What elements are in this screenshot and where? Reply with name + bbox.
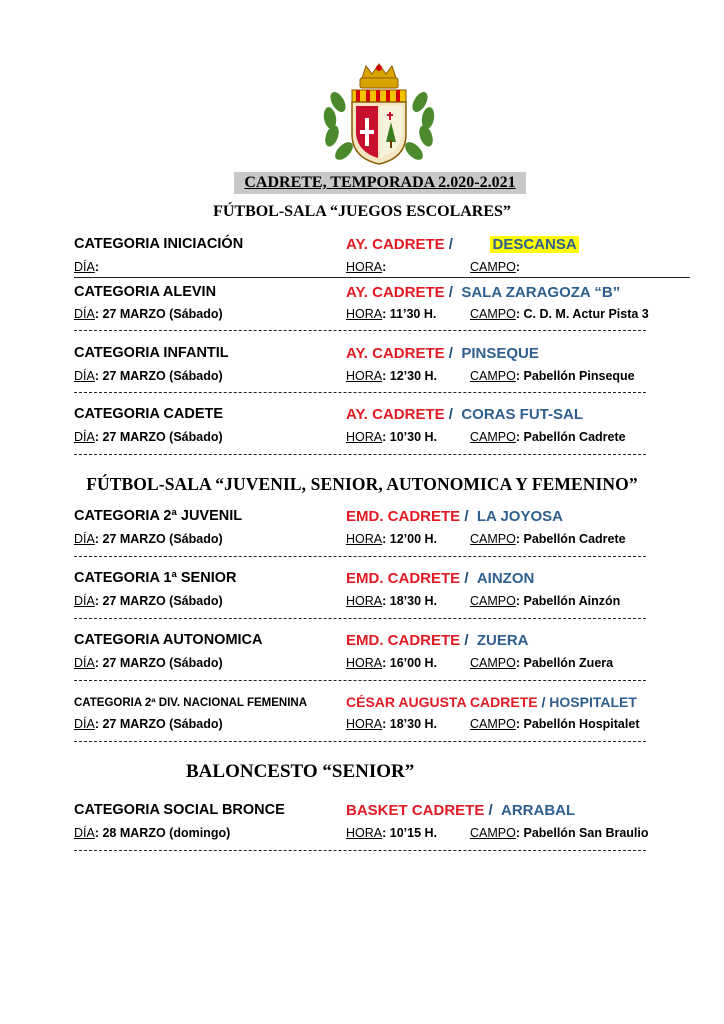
match-day: DÍA: 28 MARZO (domingo) <box>74 826 231 840</box>
match-category: CATEGORIA 2ª JUVENIL <box>74 508 243 524</box>
match-day: DÍA: 27 MARZO (Sábado) <box>74 594 223 608</box>
away-team: PINSEQUE <box>461 345 539 362</box>
match-teams: EMD. CADRETE / ZUERA <box>346 632 529 649</box>
home-team: BASKET CADRETE <box>346 802 485 819</box>
match-teams: BASKET CADRETE / ARRABAL <box>346 802 576 819</box>
match-time: HORA: 18’30 H. <box>346 717 438 731</box>
match-teams: AY. CADRETE / PINSEQUE <box>346 345 539 362</box>
match-venue: CAMPO: Pabellón Cadrete <box>470 532 626 546</box>
section-title-baloncesto: BALONCESTO “SENIOR” <box>186 761 415 782</box>
match-day: DÍA: 27 MARZO (Sábado) <box>74 717 223 731</box>
match-category: CATEGORIA 2ª DIV. NACIONAL FEMENINA <box>74 697 307 709</box>
match-day: DÍA: 27 MARZO (Sábado) <box>74 307 223 321</box>
divider <box>74 454 646 455</box>
divider <box>74 392 646 393</box>
match-venue: CAMPO: Pabellón Zuera <box>470 656 614 670</box>
away-team: ZUERA <box>476 632 529 649</box>
divider <box>74 277 690 278</box>
match-category: CATEGORIA ALEVIN <box>74 284 217 300</box>
home-team: EMD. CADRETE <box>346 632 461 649</box>
match-time: HORA: <box>346 260 387 274</box>
match-time: HORA: 12’30 H. <box>346 369 438 383</box>
match-venue: CAMPO: Pabellón Pinseque <box>470 369 635 383</box>
home-team: EMD. CADRETE <box>346 570 461 587</box>
match-venue: CAMPO: Pabellón Cadrete <box>470 430 626 444</box>
match-time: HORA: 12’00 H. <box>346 532 438 546</box>
match-category: CATEGORIA INICIACIÓN <box>74 236 244 252</box>
divider <box>74 330 646 331</box>
match-category: CATEGORIA AUTONOMICA <box>74 632 263 648</box>
match-day: DÍA: 27 MARZO (Sábado) <box>74 656 223 670</box>
home-team: EMD. CADRETE <box>346 508 461 525</box>
away-team: ARRABAL <box>501 802 576 819</box>
match-time: HORA: 18’30 H. <box>346 594 438 608</box>
away-team: LA JOYOSA <box>476 508 563 525</box>
match-category: CATEGORIA SOCIAL BRONCE <box>74 802 285 818</box>
match-day: DÍA: <box>74 260 100 274</box>
match-teams: EMD. CADRETE / LA JOYOSA <box>346 508 563 525</box>
match-time: HORA: 11’30 H. <box>346 307 437 321</box>
match-time: HORA: 10’30 H. <box>346 430 438 444</box>
team-separator: / <box>444 236 491 253</box>
home-team: AY. CADRETE <box>346 236 445 253</box>
season-title: CADRETE, TEMPORADA 2.020-2.021 <box>234 172 526 194</box>
divider <box>74 680 646 681</box>
section-title-juvenil-senior: FÚTBOL-SALA “JUVENIL, SENIOR, AUTONOMICA Y FEMENINO” <box>86 474 638 494</box>
club-crest-logo <box>316 62 442 168</box>
match-category: CATEGORIA INFANTIL <box>74 345 229 361</box>
match-teams: AY. CADRETE / SALA ZARAGOZA “B” <box>346 284 621 301</box>
away-team: CORAS FUT-SAL <box>461 406 583 423</box>
away-team: AINZON <box>476 570 535 587</box>
match-category: CATEGORIA 1ª SENIOR <box>74 570 237 586</box>
home-team: AY. CADRETE <box>346 284 445 301</box>
divider <box>74 618 646 619</box>
match-venue: CAMPO: Pabellón San Braulio <box>470 826 649 840</box>
match-time: HORA: 10’15 H. <box>346 826 438 840</box>
match-teams: AY. CADRETE / CORAS FUT-SAL <box>346 406 583 423</box>
home-team: AY. CADRETE <box>346 406 445 423</box>
match-teams <box>346 236 579 253</box>
match-teams: CÉSAR AUGUSTA CADRETE / HOSPITALET <box>346 694 637 710</box>
section-title-juegos-escolares: FÚTBOL-SALA “JUEGOS ESCOLARES” <box>213 203 511 220</box>
divider <box>74 741 646 742</box>
match-teams: EMD. CADRETE / AINZON <box>346 570 535 587</box>
match-category: CATEGORIA CADETE <box>74 406 224 422</box>
match-venue: CAMPO: Pabellón Ainzón <box>470 594 621 608</box>
divider <box>74 850 646 851</box>
away-team-highlighted: DESCANSA <box>492 236 577 253</box>
home-team: CÉSAR AUGUSTA CADRETE <box>346 694 538 710</box>
match-venue: CAMPO: <box>470 260 521 274</box>
home-team: AY. CADRETE <box>346 345 445 362</box>
away-team: SALA ZARAGOZA “B” <box>461 284 621 301</box>
away-team: HOSPITALET <box>549 694 637 710</box>
match-day: DÍA: 27 MARZO (Sábado) <box>74 369 223 383</box>
match-time: HORA: 16’00 H. <box>346 656 438 670</box>
divider <box>74 556 646 557</box>
match-venue: CAMPO: C. D. M. Actur Pista 3 <box>470 307 649 321</box>
match-day: DÍA: 27 MARZO (Sábado) <box>74 430 223 444</box>
match-venue: CAMPO: Pabellón Hospitalet <box>470 717 640 731</box>
match-day: DÍA: 27 MARZO (Sábado) <box>74 532 223 546</box>
